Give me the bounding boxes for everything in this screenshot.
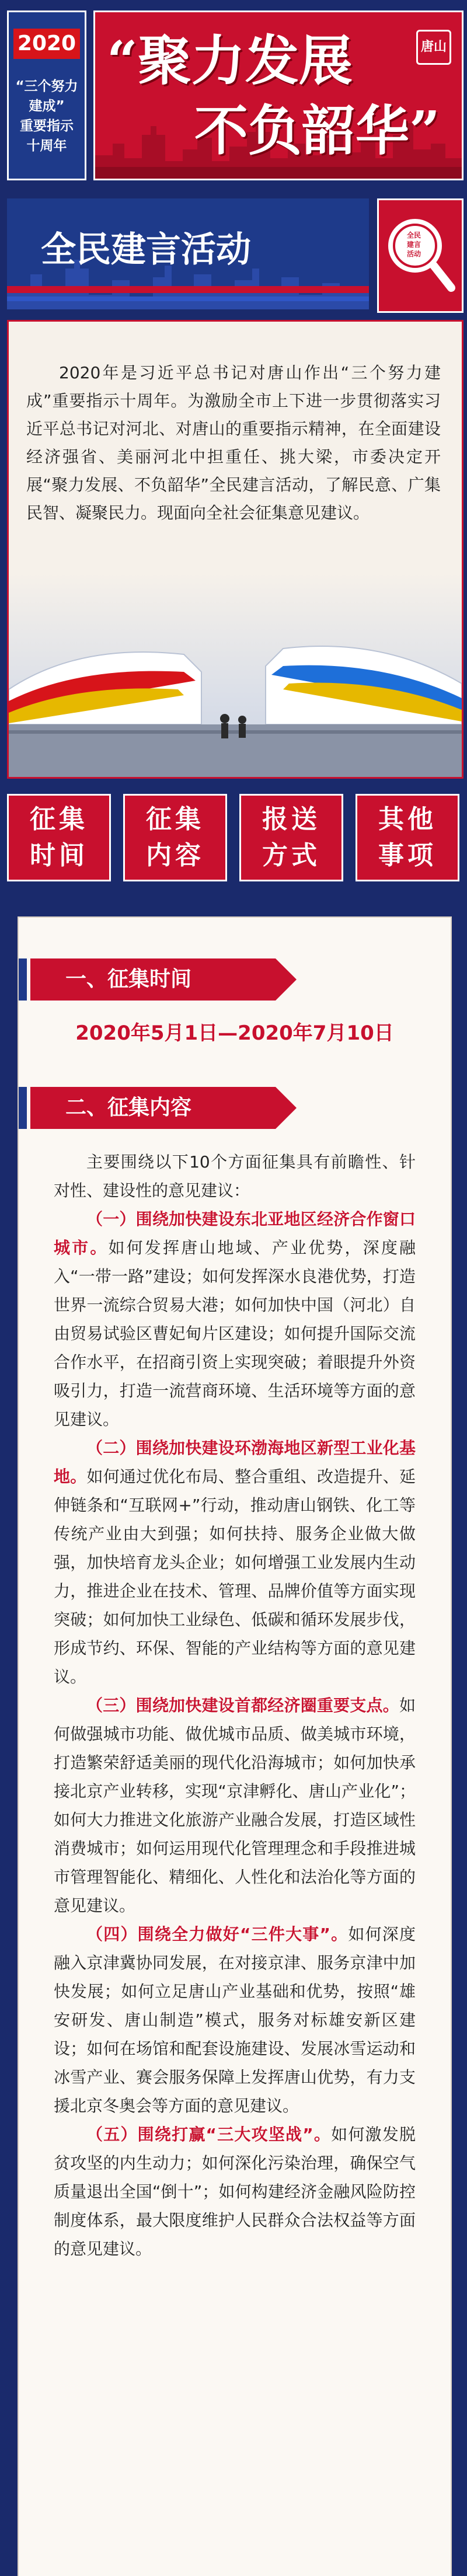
category-submission-method[interactable] bbox=[239, 794, 343, 881]
category-other-matters[interactable] bbox=[356, 794, 459, 881]
content-item-2-heading: （二）围绕加快建设环渤海地区新型工业化基地。 bbox=[54, 1438, 416, 1486]
heading-accent-bar bbox=[19, 1087, 27, 1129]
magnifier-label-line-3: 活动 bbox=[406, 250, 421, 258]
content-item-4-heading: （四）围绕全力做好“三件大事”。 bbox=[86, 1925, 348, 1944]
content-item-1 bbox=[54, 1205, 416, 1434]
content-item-5-body: 如何激发脱贫攻坚的内生动力；如何深化污染治理，确保空气质量退出全国“倒十”；如何构建经济金融风险防控制度体系，最大限度维护人民群众合法权益等方面的意见建议。 bbox=[54, 2125, 416, 2258]
intro-panel bbox=[7, 320, 463, 779]
year-tag: 2020 bbox=[13, 29, 80, 59]
activity-banner bbox=[0, 198, 467, 315]
content-item-2-body: 如何通过优化布局、整合重组、改造提升、延伸链条和“互联网+”行动，推动唐山钢铁、化工等传统产业由大到强；如何扶持、服务企业做大做强，加快培育龙头企业；如何增强工业发展内生动力，推进企业在技术、管理、品牌价值等方面实现突破；如何加快工业绿色、低碳和循环发展步伐，形成节约、环保、智能的产业结构等方面的意见建议。 bbox=[54, 1467, 416, 1686]
section-heading-time-text: 一、征集时间 bbox=[65, 967, 192, 991]
category-label-line-2: 时间 bbox=[30, 841, 88, 870]
heading-arrow bbox=[276, 1087, 297, 1129]
content-item-4-body: 如何深度融入京津冀协同发展，在对接京津、服务京津中加快发展；如何立足唐山产业基础和优势，按照“雄安研发、唐山制造”模式，服务对标雄安新区建设；如何在场馆和配套设施建设、发展冰雪运动和冰雪产业、赛会服务保障上发挥唐山优势，有力支援北京冬奥会等方面的意见建议。 bbox=[54, 1925, 416, 2115]
content-item-5-heading: （五）围绕打赢“三大攻坚战”。 bbox=[86, 2125, 332, 2144]
magnifier-label bbox=[396, 231, 431, 259]
content-item-3-body: 如何做强城市功能、做优城市品质、做美城市环境，打造繁荣舒适美丽的现代化沿海城市；如何加快承接北京产业转移，实现“京津孵化、唐山产业化”；如何大力推进文化旅游产业融合发展，打造区域性消费城市；如何运用现代化管理理念和手段推进城市管理智能化、精细化、人性化和法治化等方面的意见建议。 bbox=[54, 1696, 416, 1915]
caption-line-4: 十周年 bbox=[26, 138, 67, 154]
title-line-1: “聚力发展 bbox=[107, 29, 353, 92]
content-item-1-heading: （一）围绕加快建设东北亚地区经济合作窗口城市。 bbox=[54, 1209, 416, 1257]
category-label-line-1: 其他 bbox=[378, 804, 437, 834]
content-item-3 bbox=[54, 1691, 416, 1920]
content-item-5 bbox=[54, 2120, 416, 2263]
intro-paragraph: 2020年是习近平总书记对唐山作出“三个努力建成”重要指示十周年。为激励全市上下进一步贯彻落实习近平总书记对河北、对唐山的重要指示精神，在全面建设经济强省、美丽河北中担重任、挑大梁，市委决定开展“聚力发展、不负韶华”全民建言活动，了解民意、广集民智、凝聚民力。现面向全社会征集意见建议。 bbox=[26, 363, 441, 522]
heading-arrow bbox=[276, 958, 297, 1001]
magnifier-emblem bbox=[377, 198, 463, 313]
category-label-line-2: 事项 bbox=[378, 841, 437, 870]
title-line-2: 不负韶华” bbox=[194, 99, 440, 162]
banner-stripe-blue bbox=[7, 297, 369, 301]
category-collection-time[interactable] bbox=[7, 794, 111, 881]
category-nav bbox=[7, 794, 460, 881]
content-item-2 bbox=[54, 1434, 416, 1691]
title-box bbox=[93, 11, 463, 180]
collection-content-body bbox=[54, 1148, 416, 2263]
category-label-line-2: 方式 bbox=[262, 841, 320, 870]
section-heading-content-text: 二、征集内容 bbox=[65, 1096, 192, 1120]
content-intro-paragraph: 主要围绕以下10个方面征集具有前瞻性、针对性、建设性的意见建议： bbox=[54, 1152, 416, 1200]
section-heading-content bbox=[30, 1087, 276, 1129]
category-label-line-1: 报送 bbox=[262, 804, 320, 834]
category-label-line-2: 内容 bbox=[146, 841, 204, 870]
category-collection-content[interactable] bbox=[123, 794, 227, 881]
banner-stripe-red bbox=[7, 286, 369, 293]
collection-date-range: 2020年5月1日—2020年7月10日 bbox=[75, 1022, 394, 1045]
magnifier-label-line-1: 全民 bbox=[406, 231, 421, 239]
high-speed-train-illustration bbox=[9, 573, 462, 777]
content-item-4 bbox=[54, 1920, 416, 2120]
content-item-3-heading: （三）围绕加快建设首都经济圈重要支点。 bbox=[86, 1696, 399, 1715]
category-label-line-1: 征集 bbox=[30, 804, 88, 834]
tangshan-logo: 唐山 bbox=[416, 30, 451, 65]
heading-accent-bar bbox=[19, 958, 27, 1001]
category-label-line-1: 征集 bbox=[146, 804, 204, 834]
anniversary-box bbox=[7, 11, 86, 180]
content-panel bbox=[18, 916, 452, 2576]
header-banner bbox=[0, 0, 467, 187]
caption-line-3: 重要指示 bbox=[20, 118, 74, 134]
caption-line-2: 建成” bbox=[29, 99, 65, 114]
section-heading-time bbox=[30, 958, 276, 1001]
content-item-1-body: 如何发挥唐山地域、产业优势，深度融入“一带一路”建设；如何发挥深水良港优势，打造世界一流综合贸易大港；如何加快中国（河北）自由贸易试验区曹妃甸片区建设；如何提升国际交流合作水平，在招商引资上实现突破；着眼提升外资吸引力，打造一流营商环境、生活环境等方面的意见建议。 bbox=[54, 1238, 416, 1429]
caption-line-1: “三个努力 bbox=[15, 79, 78, 94]
activity-title: 全民建言活动 bbox=[41, 229, 251, 270]
magnifier-label-line-2: 建言 bbox=[406, 240, 421, 249]
